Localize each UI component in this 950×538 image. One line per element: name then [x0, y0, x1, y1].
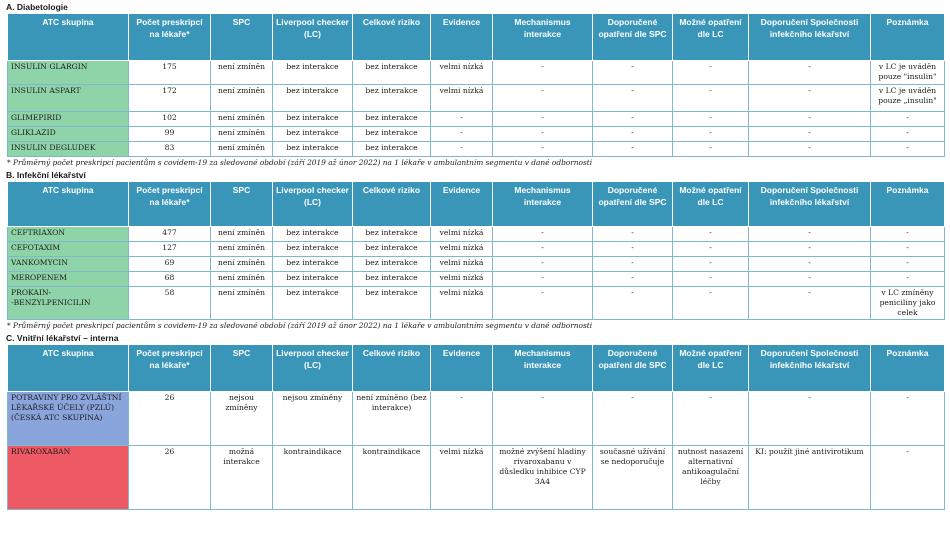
interaction-table: [7, 13, 945, 157]
cell-lc-measure: -: [673, 61, 749, 85]
cell-evidence: -: [431, 112, 493, 127]
cell-note: -: [871, 112, 945, 127]
cell-spc-measure: -: [593, 142, 673, 157]
column-header-evidence: Evidence: [431, 345, 493, 392]
column-header-liverpool: Liverpool checker (LC): [273, 345, 353, 392]
cell-note: v LC je uváděn pouze "insulin": [871, 61, 945, 85]
cell-spc-measure: -: [593, 272, 673, 287]
cell-prescriptions: 175: [129, 61, 211, 85]
column-header-society: Doporučení Společnosti infekčního lékařství: [749, 182, 871, 227]
cell-atc: POTRAVINY PRO ZVLÁŠTNÍ LÉKAŘSKÉ ÚČELY (PZLÚ) (ČESKÁ ATC SKUPINA): [8, 392, 129, 446]
cell-spc-measure: -: [593, 127, 673, 142]
cell-note: v LC zmíněny peniciliny jako celek: [871, 287, 945, 320]
table-row: [8, 446, 945, 510]
cell-prescriptions: 58: [129, 287, 211, 320]
cell-note: -: [871, 127, 945, 142]
cell-society: -: [749, 287, 871, 320]
cell-liverpool: bez interakce: [273, 127, 353, 142]
cell-spc: není zmíněn: [211, 287, 273, 320]
cell-spc: není zmíněn: [211, 227, 273, 242]
cell-mechanism: -: [493, 287, 593, 320]
cell-liverpool: bez interakce: [273, 85, 353, 112]
column-header-spc: SPC: [211, 182, 273, 227]
cell-note: -: [871, 257, 945, 272]
column-header-evidence: Evidence: [431, 182, 493, 227]
cell-risk: bez interakce: [353, 61, 431, 85]
cell-risk: bez interakce: [353, 287, 431, 320]
table-row: [8, 61, 945, 85]
cell-note: -: [871, 272, 945, 287]
cell-spc: není zmíněn: [211, 257, 273, 272]
column-header-spc-measure: Doporučené opatření dle SPC: [593, 14, 673, 61]
cell-society: -: [749, 257, 871, 272]
cell-note: -: [871, 392, 945, 446]
column-header-prescriptions: Počet preskripcí na lékaře*: [129, 14, 211, 61]
column-header-prescriptions: Počet preskripcí na lékaře*: [129, 345, 211, 392]
cell-atc: CEFOTAXIM: [8, 242, 129, 257]
column-header-atc: ATC skupina: [8, 182, 129, 227]
cell-spc-measure: -: [593, 287, 673, 320]
cell-society: -: [749, 242, 871, 257]
cell-mechanism: -: [493, 392, 593, 446]
cell-atc: PROKAIN- -BENZYLPENICILIN: [8, 287, 129, 320]
cell-liverpool: bez interakce: [273, 112, 353, 127]
column-header-spc-measure: Doporučené opatření dle SPC: [593, 182, 673, 227]
cell-prescriptions: 172: [129, 85, 211, 112]
cell-atc: CEFTRIAXON: [8, 227, 129, 242]
cell-evidence: velmi nízká: [431, 272, 493, 287]
cell-prescriptions: 477: [129, 227, 211, 242]
cell-atc: GLIKLAZID: [8, 127, 129, 142]
cell-evidence: velmi nízká: [431, 61, 493, 85]
column-header-risk: Celkové riziko: [353, 345, 431, 392]
column-header-mechanism: Mechanismus interakce: [493, 14, 593, 61]
cell-liverpool: bez interakce: [273, 242, 353, 257]
cell-society: -: [749, 61, 871, 85]
column-header-mechanism: Mechanismus interakce: [493, 182, 593, 227]
cell-spc-measure: -: [593, 227, 673, 242]
cell-evidence: -: [431, 142, 493, 157]
interaction-table: [7, 181, 945, 320]
cell-mechanism: -: [493, 142, 593, 157]
table-row: [8, 142, 945, 157]
cell-spc: není zmíněn: [211, 142, 273, 157]
cell-lc-measure: -: [673, 85, 749, 112]
cell-prescriptions: 102: [129, 112, 211, 127]
cell-liverpool: bez interakce: [273, 287, 353, 320]
document: [0, 1, 950, 510]
column-header-mechanism: Mechanismus interakce: [493, 345, 593, 392]
cell-atc: MEROPENEM: [8, 272, 129, 287]
cell-lc-measure: -: [673, 127, 749, 142]
cell-mechanism: -: [493, 112, 593, 127]
cell-spc: možná interakce: [211, 446, 273, 510]
cell-lc-measure: -: [673, 272, 749, 287]
cell-liverpool: bez interakce: [273, 257, 353, 272]
cell-liverpool: kontraindikace: [273, 446, 353, 510]
cell-prescriptions: 127: [129, 242, 211, 257]
cell-society: -: [749, 127, 871, 142]
cell-lc-measure: -: [673, 392, 749, 446]
cell-spc-measure: -: [593, 61, 673, 85]
cell-liverpool: bez interakce: [273, 272, 353, 287]
cell-prescriptions: 83: [129, 142, 211, 157]
cell-prescriptions: 99: [129, 127, 211, 142]
cell-spc-measure: -: [593, 242, 673, 257]
cell-lc-measure: -: [673, 112, 749, 127]
cell-spc-measure: -: [593, 85, 673, 112]
footnote: * Průměrný počet preskripcí pacientům s covidem-19 za sledované období (září 2019 až únor 2022) na 1 lékaře v ambulantním segmentu v dané odbornosti: [7, 158, 593, 167]
cell-society: -: [749, 142, 871, 157]
cell-note: -: [871, 227, 945, 242]
cell-society: -: [749, 272, 871, 287]
cell-prescriptions: 69: [129, 257, 211, 272]
cell-spc: není zmíněn: [211, 61, 273, 85]
cell-liverpool: bez interakce: [273, 142, 353, 157]
cell-prescriptions: 68: [129, 272, 211, 287]
cell-spc: není zmíněn: [211, 242, 273, 257]
table-row: [8, 127, 945, 142]
cell-atc: INSULIN ASPART: [8, 85, 129, 112]
cell-mechanism: -: [493, 227, 593, 242]
section-title: B. Infekční lékařství: [6, 170, 86, 180]
cell-spc-measure: -: [593, 112, 673, 127]
cell-mechanism: -: [493, 257, 593, 272]
column-header-spc: SPC: [211, 345, 273, 392]
cell-spc-measure: -: [593, 392, 673, 446]
cell-note: -: [871, 446, 945, 510]
cell-atc: INSULIN DEGLUDEK: [8, 142, 129, 157]
cell-note: -: [871, 142, 945, 157]
cell-mechanism: možné zvýšení hladiny rivaroxabanu v důsledku inhibice CYP 3A4: [493, 446, 593, 510]
cell-risk: bez interakce: [353, 242, 431, 257]
section-title: C. Vnitřní lékařství – interna: [6, 333, 119, 343]
cell-society: -: [749, 227, 871, 242]
cell-risk: bez interakce: [353, 227, 431, 242]
cell-evidence: -: [431, 392, 493, 446]
table-row: [8, 85, 945, 112]
cell-atc: GLIMEPIRID: [8, 112, 129, 127]
cell-society: KI: použít jiné antivirotikum: [749, 446, 871, 510]
table-row: [8, 257, 945, 272]
table-row: [8, 112, 945, 127]
cell-evidence: -: [431, 127, 493, 142]
cell-mechanism: -: [493, 242, 593, 257]
column-header-spc-measure: Doporučené opatření dle SPC: [593, 345, 673, 392]
column-header-liverpool: Liverpool checker (LC): [273, 14, 353, 61]
column-header-atc: ATC skupina: [8, 345, 129, 392]
cell-risk: není zmíněno (bez interakce): [353, 392, 431, 446]
cell-lc-measure: nutnost nasazení alternativní antikoagulační léčby: [673, 446, 749, 510]
cell-evidence: velmi nízká: [431, 85, 493, 112]
column-header-note: Poznámka: [871, 182, 945, 227]
column-header-risk: Celkové riziko: [353, 14, 431, 61]
column-header-lc-measure: Možné opatření dle LC: [673, 182, 749, 227]
table-row: [8, 392, 945, 446]
cell-spc: není zmíněn: [211, 112, 273, 127]
cell-lc-measure: -: [673, 142, 749, 157]
cell-risk: bez interakce: [353, 112, 431, 127]
column-header-note: Poznámka: [871, 14, 945, 61]
column-header-evidence: Evidence: [431, 14, 493, 61]
column-header-spc: SPC: [211, 14, 273, 61]
cell-lc-measure: -: [673, 257, 749, 272]
cell-mechanism: -: [493, 272, 593, 287]
cell-evidence: velmi nízká: [431, 257, 493, 272]
cell-evidence: velmi nízká: [431, 242, 493, 257]
cell-spc-measure: -: [593, 257, 673, 272]
cell-society: -: [749, 85, 871, 112]
cell-spc: není zmíněn: [211, 85, 273, 112]
cell-evidence: velmi nízká: [431, 446, 493, 510]
cell-risk: bez interakce: [353, 85, 431, 112]
cell-society: -: [749, 112, 871, 127]
cell-prescriptions: 26: [129, 446, 211, 510]
cell-evidence: velmi nízká: [431, 227, 493, 242]
cell-note: v LC je uváděn pouze „insulin": [871, 85, 945, 112]
interaction-table: [7, 344, 945, 510]
cell-liverpool: bez interakce: [273, 227, 353, 242]
column-header-society: Doporučení Společnosti infekčního lékařství: [749, 345, 871, 392]
column-header-risk: Celkové riziko: [353, 182, 431, 227]
column-header-liverpool: Liverpool checker (LC): [273, 182, 353, 227]
cell-note: -: [871, 242, 945, 257]
cell-risk: bez interakce: [353, 142, 431, 157]
cell-risk: bez interakce: [353, 257, 431, 272]
cell-lc-measure: -: [673, 227, 749, 242]
cell-spc: není zmíněn: [211, 127, 273, 142]
column-header-lc-measure: Možné opatření dle LC: [673, 345, 749, 392]
cell-lc-measure: -: [673, 287, 749, 320]
cell-atc: VANKOMYCIN: [8, 257, 129, 272]
table-row: [8, 272, 945, 287]
column-header-atc: ATC skupina: [8, 14, 129, 61]
table-row: [8, 227, 945, 242]
cell-mechanism: -: [493, 85, 593, 112]
cell-liverpool: nejsou zmíněny: [273, 392, 353, 446]
cell-prescriptions: 26: [129, 392, 211, 446]
cell-mechanism: -: [493, 61, 593, 85]
cell-atc: RIVAROXABAN: [8, 446, 129, 510]
table-row: [8, 287, 945, 320]
cell-lc-measure: -: [673, 242, 749, 257]
cell-liverpool: bez interakce: [273, 61, 353, 85]
table-row: [8, 242, 945, 257]
footnote: * Průměrný počet preskripcí pacientům s covidem-19 za sledované období (září 2019 až únor 2022) na 1 lékaře v ambulantním segmentu v dané odbornosti: [7, 321, 593, 330]
cell-atc: INSULIN GLARGIN: [8, 61, 129, 85]
section-title: A. Diabetologie: [6, 2, 68, 12]
cell-risk: kontraindikace: [353, 446, 431, 510]
cell-risk: bez interakce: [353, 127, 431, 142]
cell-society: -: [749, 392, 871, 446]
column-header-lc-measure: Možné opatření dle LC: [673, 14, 749, 61]
column-header-note: Poznámka: [871, 345, 945, 392]
cell-spc-measure: současné užívání se nedoporučuje: [593, 446, 673, 510]
column-header-prescriptions: Počet preskripcí na lékaře*: [129, 182, 211, 227]
cell-spc: nejsou zmíněny: [211, 392, 273, 446]
cell-evidence: velmi nízká: [431, 287, 493, 320]
cell-spc: není zmíněn: [211, 272, 273, 287]
column-header-society: Doporučení Společnosti infekčního lékařství: [749, 14, 871, 61]
cell-mechanism: -: [493, 127, 593, 142]
cell-risk: bez interakce: [353, 272, 431, 287]
